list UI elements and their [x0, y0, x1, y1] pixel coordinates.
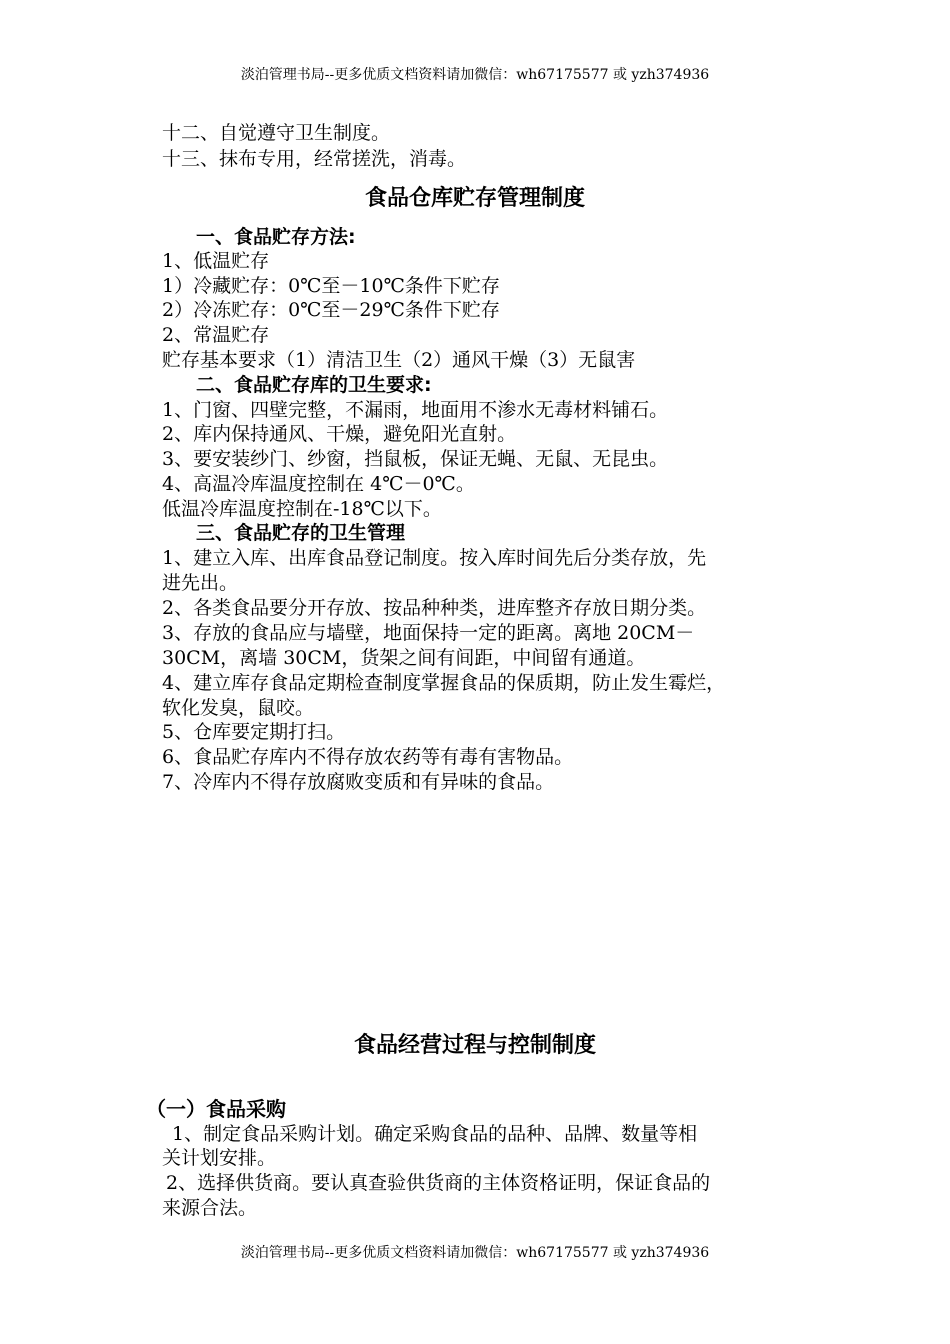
intro-line-13: 十三、抹布专用，经常搓洗，消毒。: [162, 148, 467, 170]
storage-s3-line: 30CM，离墙 30CM，货架之间有间距，中间留有通道。: [162, 647, 646, 669]
storage-s1-line: 1）冷藏贮存：0℃至－10℃条件下贮存: [162, 275, 500, 297]
storage-s3-line: 4、建立库存食品定期检查制度掌握食品的保质期，防止发生霉烂，: [162, 672, 726, 694]
storage-s1-line: 贮存基本要求（1）清洁卫生（2）通风干燥（3）无鼠害: [162, 349, 636, 371]
storage-s1-line: 2、常温贮存: [162, 324, 270, 346]
process-section-1-heading: （一）食品采购: [146, 1097, 286, 1121]
storage-title: 食品仓库贮存管理制度: [364, 186, 585, 211]
process-title: 食品经营过程与控制制度: [353, 1033, 596, 1058]
page-footer: 淡泊管理书局--更多优质文档资料请加微信：wh67175577 或 yzh374936: [240, 1245, 710, 1261]
storage-s3-line: 6、食品贮存库内不得存放农药等有毒有害物品。: [162, 746, 574, 768]
page-header: 淡泊管理书局--更多优质文档资料请加微信：wh67175577 或 yzh374936: [240, 67, 710, 83]
storage-s3-line: 1、建立入库、出库食品登记制度。按入库时间先后分类存放，先: [162, 547, 707, 569]
storage-section-2-heading: 二、食品贮存库的卫生要求:: [196, 374, 432, 396]
storage-s3-line: 7、冷库内不得存放腐败变质和有异味的食品。: [162, 771, 555, 793]
storage-s1-line: 1、低温贮存: [162, 250, 270, 272]
storage-s2-line: 3、要安装纱门、纱窗，挡鼠板，保证无蝇、无鼠、无昆虫。: [162, 448, 669, 470]
storage-s1-line: 2）冷冻贮存：0℃至－29℃条件下贮存: [162, 299, 500, 321]
process-p1-line: 1、制定食品采购计划。确定采购食品的品种、品牌、数量等相: [172, 1123, 698, 1145]
process-p1-line: 关计划安排。: [162, 1147, 277, 1169]
storage-s3-line: 3、存放的食品应与墙壁，地面保持一定的距离。离地 20CM－: [162, 622, 695, 644]
process-p1-line: 2、选择供货商。要认真查验供货商的主体资格证明，保证食品的: [166, 1172, 711, 1194]
storage-s3-line: 进先出。: [162, 572, 239, 594]
storage-section-3-heading: 三、食品贮存的卫生管理: [196, 522, 406, 544]
intro-line-12: 十二、自觉遵守卫生制度。: [162, 122, 391, 144]
storage-s2-line: 2、库内保持通风、干燥，避免阳光直射。: [162, 423, 517, 445]
process-p1-line: 来源合法。: [162, 1197, 258, 1219]
storage-s3-line: 软化发臭，鼠咬。: [162, 697, 315, 719]
storage-s2-line: 1、门窗、四壁完整，不漏雨，地面用不渗水无毒材料铺石。: [162, 399, 669, 421]
storage-s2-line: 低温冷库温度控制在-18℃以下。: [162, 498, 442, 520]
storage-s3-line: 5、仓库要定期打扫。: [162, 721, 346, 743]
storage-s2-line: 4、高温冷库温度控制在 4℃－0℃。: [162, 473, 475, 495]
storage-s3-line: 2、各类食品要分开存放、按品种种类，进库整齐存放日期分类。: [162, 597, 707, 619]
storage-section-1-heading: 一、食品贮存方法:: [196, 226, 356, 248]
